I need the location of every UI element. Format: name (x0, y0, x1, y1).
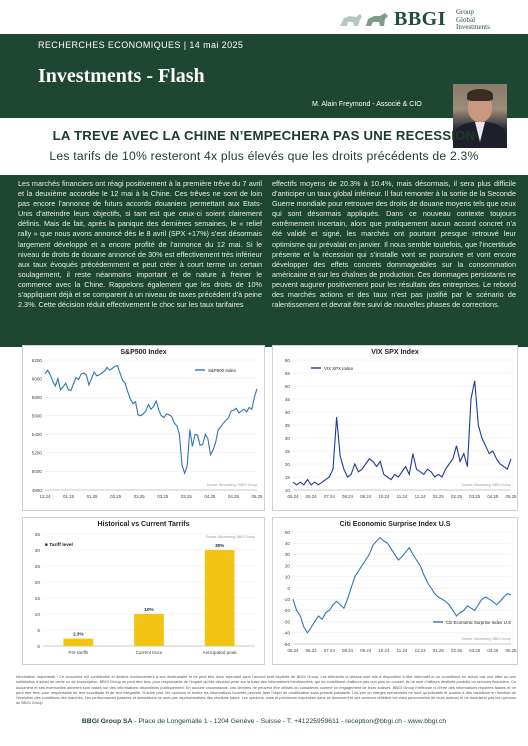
y-tick-label: -20 (283, 608, 290, 614)
chart-source: Source: Bloomberg / BBGI Group (206, 483, 257, 487)
y-tick-label: 45 (284, 396, 290, 402)
x-tick-label: 09.24 (360, 494, 372, 499)
chart-spx (22, 345, 265, 511)
chart-title: Citi Economic Surprise Index U.S (339, 521, 451, 528)
legal-disclaimer: Information importante : Ce document est confidentiel et destiné exclusivement à son destinataire et ne peut être donc reproduit sans l’accord écrit explicite de BBGI Group. Les éléments ci-dessus sont mis à disposition à titre informatif et ne constituent en aucun cas une offre ou une sollicitation d’achat de vente ou de souscription. BBGI Group ne peut être tenu pour responsable de l’impact qu’elle décision prise sur la base des informations mentionnées, qui ne constituent d’ailleurs pas non plus un conseil, ils ne sont d’ailleurs destinés produits ou services financiers. Ce document et ses éventuelles annexes sont basés sur des informations disponibles publiquement. En aucune circonstance, ces derniers ne peuvent être utilisés ou considérés comme un engagement de leurs auteurs. BBGI Group n’effectue ni d’être des informations réputées fiables et ne peut être tenu pour responsable de leur exactitude et de leur intégralité. D’autre part, les opinions et toutes les informations fournies peuvent faire l’objet de modification sans préavis préalable. Les prix ou marges mentionnés ne sont qu’indicatifs et soumis à des variations en fonction de l’évolution des conditions des marchés. Les performances passées et simulations ne sont pas représentatives des résultats futurs. Les opinions, vues et prévisions exprimées dans ce document et ses annexes reflètent les vues personnelles de leurs auteurs et ne traduisent pas les opinions de BBGI Group. (16, 674, 516, 706)
x-tick-label: 08.24 (342, 648, 353, 653)
x-tick-label: 07.24 (323, 494, 335, 499)
spx-line-chart (23, 346, 266, 512)
x-tick-label: 11.24 (396, 648, 408, 653)
x-tick-label: 04.25 (227, 494, 239, 499)
x-tick-label: 01.25 (432, 494, 444, 499)
y-tick-label: 20 (34, 580, 40, 586)
y-tick-label: 25 (284, 448, 290, 454)
logo-subtitle (456, 9, 490, 32)
x-tick-label: 06.24 (305, 648, 317, 653)
x-tick-label: 08.24 (342, 494, 353, 499)
x-tick-label: 03.25 (157, 494, 169, 499)
logo-sub-line: Global (456, 15, 476, 24)
x-tick-label: 02.25 (133, 494, 145, 499)
x-tick-label: 09.24 (360, 648, 372, 653)
y-tick-label: 4800 (31, 487, 42, 493)
y-tick-label: 15 (34, 596, 40, 602)
chart-vix (272, 345, 518, 511)
y-tick-label: 25 (34, 564, 40, 570)
y-tick-label: 10 (284, 574, 290, 580)
article-subheadline: Les tarifs de 10% resteront 4x plus élevés que les droits précédents de 2.3% (49, 149, 479, 163)
tariffs-bar-chart (23, 518, 266, 666)
x-tick-label: 11.24 (396, 494, 408, 499)
y-tick-label: 5800 (31, 394, 42, 400)
chart-source: Source: Bloomberg, BBGI Group (461, 483, 511, 487)
x-tick-label: 03.25 (469, 648, 481, 653)
title-band (0, 34, 528, 118)
y-tick-label: 60 (284, 357, 290, 363)
y-tick-label: 40 (284, 541, 290, 546)
y-tick-label: 35 (34, 532, 40, 538)
x-tick-label: 05.24 (287, 648, 299, 653)
x-tick-label: Current truce (135, 650, 163, 655)
chart-tariffs (22, 517, 265, 665)
y-tick-label: 20 (284, 461, 290, 467)
y-tick-label: 10 (34, 612, 40, 618)
vix-line-chart (273, 346, 519, 512)
x-tick-label: 12.24 (39, 494, 51, 499)
y-tick-label: 30 (284, 435, 290, 441)
x-tick-label: 02.25 (451, 494, 462, 499)
y-tick-label: -30 (283, 619, 290, 625)
x-tick-label: 04.25 (487, 494, 499, 499)
chart-source: Source: Bloomberg, BBGI Group (461, 637, 511, 641)
logo-sub-line: Group (456, 8, 474, 16)
x-tick-label: 05.25 (505, 494, 517, 499)
x-tick-label: 03.25 (180, 494, 192, 499)
y-tick-label: 30 (34, 548, 40, 554)
data-label: 2.3% (73, 631, 84, 637)
y-tick-label: 5600 (31, 413, 42, 419)
legend-label: VIX SPX Index (324, 365, 354, 371)
series-line (293, 538, 511, 633)
y-tick-label: 5 (37, 628, 40, 634)
series-line (293, 381, 511, 485)
x-tick-label: 01.25 (86, 494, 98, 499)
y-tick-label: -10 (283, 597, 290, 602)
y-tick-label: 5400 (31, 432, 42, 438)
bull-bear-icon (338, 10, 390, 30)
y-tick-label: 55 (284, 370, 290, 376)
footer-company: BBGI Group SA (81, 718, 133, 725)
y-tick-label: 5000 (31, 469, 42, 475)
logo-sub-line: Investments (456, 23, 490, 31)
series-line (45, 366, 257, 474)
author-line: M. Alain Freymond - Associé & CIO (312, 101, 422, 108)
chart-citi (272, 517, 518, 665)
y-tick-label: 50 (284, 383, 290, 389)
y-tick-label: 20 (284, 563, 290, 569)
x-tick-label: 04.25 (204, 494, 216, 499)
y-tick-label: 40 (284, 409, 290, 415)
x-tick-label: 01.25 (63, 494, 75, 499)
x-tick-label: Anticipated peak (202, 650, 237, 655)
x-tick-label: 05.25 (251, 494, 263, 499)
y-tick-label: 6000 (31, 376, 42, 382)
x-tick-label: 12.24 (414, 648, 426, 653)
y-tick-label: 5200 (31, 450, 42, 456)
bar (63, 639, 93, 646)
x-tick-label: 12.24 (414, 494, 426, 499)
legend-label: S&P500 Index (208, 367, 237, 373)
legend-label: ■ Tariff level (45, 543, 73, 548)
x-tick-label: 04.25 (487, 648, 499, 653)
logo-sub-line (456, 9, 490, 32)
citi-line-chart (273, 518, 519, 666)
article-headline: LA TREVE AVEC LA CHINE N’EMPECHERA PAS UNE RECESSION (52, 128, 476, 143)
data-label: 30% (215, 543, 225, 548)
publication-title: Investments - Flash (38, 65, 205, 87)
x-tick-label: 01.25 (432, 648, 444, 653)
chart-title: Historical vs Current Tarrifs (97, 521, 190, 528)
y-tick-label: 35 (284, 422, 290, 428)
chart-source: Source: Bloomberg, BBGI Group (205, 535, 255, 539)
y-tick-label: 10 (284, 487, 290, 493)
body-column-right: effectifs moyens de 20.3% à 10.4%, mais désormais, il sera plus difficile d’anticiper un taux global inférieur. Il faut remonter à la sortie de la Seconde Guerre mondiale pour retrouver des droits de douane moyens tels que ceux qui sont désormais appliqués. Dans ce nouveau contexte toujours extrêmement incertain, alors que pratiquement aucun accord concret n’a été validé et signé, les marchés ont pourtant presque retrouvé leur optimisme qui prévalait en janvier. Il nous semble toutefois, que l’incertitude présente et la récession qui s’installe vont se poursuivre et vont encore développer des effets concrets dommageables sur la consommation américaine et sur les chaînes de production. Ces dommages persistants ne peuvent augurer positivement pour les résultats des entreprises. Le rebond des marchés actions et des taux n’est pas justifié par le scénario de ralentissement et devrait être suivi de nouvelles phases de corrections. (272, 179, 516, 310)
y-tick-label: 0 (37, 644, 40, 650)
legend-label: Citi Economic Surprise Index U.S (446, 619, 511, 625)
x-tick-label: 05.25 (505, 648, 517, 653)
x-tick-label: 07.24 (323, 648, 335, 653)
bar (134, 614, 164, 646)
y-tick-label: 15 (284, 474, 290, 480)
y-tick-label: 30 (284, 552, 290, 558)
x-tick-label: 10.24 (378, 648, 390, 653)
chart-title: VIX SPX Index (371, 349, 419, 356)
brand-logo (338, 6, 508, 34)
chart-title: S&P500 Index (120, 349, 167, 356)
x-tick-label: 02.25 (110, 494, 122, 499)
body-column-left: Les marchés financiers ont réagi positivement à la première trêve du 7 avril et la deuxième accordée le 12 mai à la Chine. Ces trêves ne sont de loin pas encore l’annonce de futurs accords douaniers permettant aux Etats-Unis d’atteindre leurs objectifs, si tant est que ceux-ci soient clairement définis. Mais de fait, après la panique des dernières semaines, le « relief rally » que nous avons annoncé dès le 8 avril (SPX +17%) s’est désormais largement développé et a encore profité de l’annonce du 12 mai. Si le niveau de droits de douane annoncé de 30% est effectivement très inférieur aux taux évoqués précédemment et peut créer à court terme un certain soulagement, il reste néanmoins important et de nature à freiner le commerce avec la Chine. Rappelons également que les droits de 10% s’appliquent déjà et se comparent à un niveau de taxes précédent d’à peine 2.3%. Cette décision réduit effectivement le choc sur les taux tarifaires (18, 179, 262, 310)
logo-wordmark: BBGI (394, 8, 447, 30)
footer-details: - Place de Longemalle 1 - 1204 Genève - Suisse - T: +41225959611 - reception@bbgi.ch - www.bbgi.ch (132, 718, 447, 725)
x-tick-label: 03.25 (469, 494, 481, 499)
y-tick-label: 50 (284, 529, 290, 535)
x-tick-label: 05.24 (287, 494, 299, 499)
y-tick-label: -50 (283, 641, 290, 647)
page-footer (0, 718, 528, 725)
section-heading: RECHERCHES ECONOMIQUES | 14 mai 2025 (38, 40, 244, 50)
x-tick-label: Pre-tariffs (68, 650, 89, 655)
x-tick-label: 02.25 (451, 648, 462, 653)
x-tick-label: 10.24 (378, 494, 390, 499)
y-tick-label: 6200 (31, 357, 42, 363)
data-label: 10% (144, 607, 154, 612)
y-tick-label: -40 (283, 630, 290, 636)
page-header (0, 0, 528, 34)
article-body (0, 175, 528, 347)
bar (205, 550, 235, 646)
y-tick-label: 0 (287, 585, 290, 591)
x-tick-label: 06.24 (305, 494, 317, 499)
